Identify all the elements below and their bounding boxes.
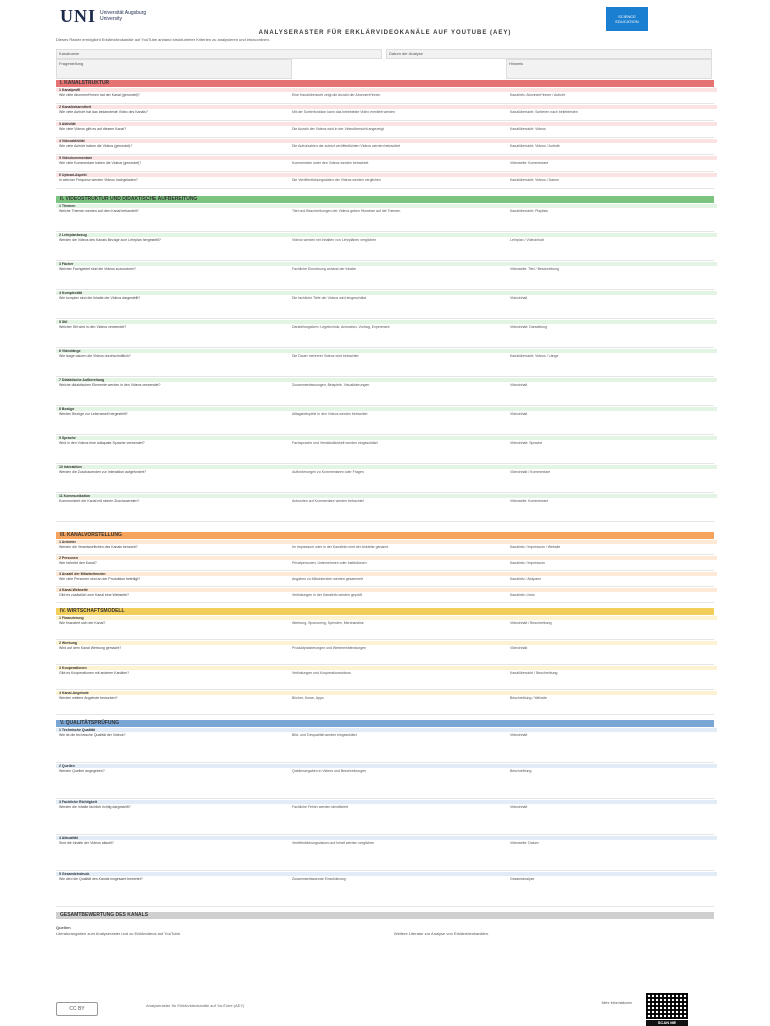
row-label: 1 Finanzierung [56,616,717,620]
row-source: Kanalinfo: Abonnent*innen / Aufrufe [510,93,566,97]
analysis-row [56,666,714,690]
analysis-row [56,540,714,555]
row-source: Videoinhalt: Sprache [510,441,543,445]
row-label: 6 Videolänge [56,349,717,353]
row-question: Wie lange dauern die Videos durchschnittlich? [59,354,131,358]
analysis-row [56,764,714,799]
row-label: 3 Fachliche Richtigkeit [56,800,717,804]
analysis-row [56,556,714,571]
row-question: Welcher Fachgebiet sind die Videos zuzuordnen? [59,267,136,271]
row-criteria: Fachliche Einordnung anhand der Inhalte [292,267,357,271]
row-label: 5 Videokommentare [56,156,717,160]
row-source: Videoseite: Kommentare [510,161,549,165]
scan-me-label: SCAN ME [646,1020,688,1026]
row-criteria: Produktplatzierungen und Werbeeinblendungen [292,646,367,650]
row-question: Gibt es Kooperationen mit anderen Kanälen? [59,671,130,675]
row-question: Wie viele Aufrufe hat das bekannteste Video des Kanals? [59,110,148,114]
row-source: Videoseite: Datum [510,841,539,845]
row-criteria: Fachsprache und Verständlichkeit werden eingeschätzt [292,441,378,445]
meta-fields [56,49,714,77]
row-criteria: Verlinkungen und Kooperationsvideos [292,671,351,675]
row-criteria: Zusammenfassende Einschätzung [292,877,346,881]
row-criteria: Aufforderungen zu Kommentaren oder Fragen [292,470,364,474]
header [0,0,770,30]
row-label: 1 Kanalprofil [56,88,717,92]
row-question: Wie viele Aufrufe haben die Videos (gerundet)? [59,144,133,148]
row-label: 3 Aktivität [56,122,717,126]
row-question: Werden Bezüge zur Lebenswelt hergestellt? [59,412,128,416]
row-source: Kanalübersicht / Beschreibung [510,671,558,675]
row-criteria: Kommentare unter den Videos werden betrachtet [292,161,369,165]
row-label: 1 Anbieter [56,540,717,544]
row-criteria: Quellenangaben in Videos und Beschreibungen [292,769,367,773]
row-question: Welcher Stil wird in den Videos verwendet? [59,325,127,329]
row-question: Wie finanziert sich der Kanal? [59,621,106,625]
analysis-row [56,349,714,377]
row-label: 6 Upload-Aspekt [56,173,717,177]
analysis-row [56,494,714,522]
row-label: 1 Technische Qualität [56,728,717,732]
row-question: Wie viele Kommentare haben die Videos (gerundet)? [59,161,142,165]
row-criteria: Bild- und Tonqualität werden eingeschätzt [292,733,357,737]
row-question: Wie viele Videos gibt es auf diesem Kanal? [59,127,127,131]
analysis-row [56,588,714,603]
row-question: Werden die Inhalte fachlich richtig dargestellt? [59,805,131,809]
row-source: Kanalinfo / Abspann [510,577,542,581]
analysis-row [56,262,714,290]
row-source: Videoinhalt [510,805,528,809]
row-label: 2 Personen [56,556,717,560]
row-criteria: Die Anzahl der Videos wird in der Videoübersicht angezeigt [292,127,384,131]
row-label: 5 Gesamteindruck [56,872,717,876]
analysis-row [56,233,714,261]
row-source: Lehrplan / Videoinhalt [510,238,544,242]
row-question: Sind die Inhalte der Videos aktuell? [59,841,114,845]
references [56,925,714,995]
analysis-row [56,407,714,435]
analysis-row [56,616,714,640]
row-criteria: Die Dauer mehrerer Videos wird betrachtet [292,354,359,358]
section-heading: V. QUALITÄTSPRÜFUNG [56,720,714,727]
row-question: Werden Quellen angegeben? [59,769,105,773]
university-logo-mark: UNI [60,5,97,26]
analysis-row [56,436,714,464]
row-criteria: Verlinkungen in der Kanalinfo werden geprüft [292,593,362,597]
summary-bar: GESAMTBEWERTUNG DES KANALS [56,912,714,919]
row-label: 4 Kanal-Webseite [56,588,717,592]
row-question: In welcher Frequenz werden Videos hochgeladen? [59,178,138,182]
analysis-row [56,836,714,871]
row-question: Wer betreibt den Kanal? [59,561,97,565]
row-source: Videoseite: Titel / Beschreibung [510,267,559,271]
license-badge: CC BY [56,1002,98,1016]
row-label: 3 Anzahl der Mitarbeitenden [56,572,717,576]
analysis-sheet [56,80,714,920]
analysis-row [56,122,714,138]
references-right: Weitere Literatur zur Analyse von Erklärvideokanälen. [394,931,490,936]
row-label: 10 Interaktion [56,465,717,469]
row-source: Videoinhalt [510,733,528,737]
analysis-row [56,320,714,348]
row-question: Werden die Verantwortlichen des Kanals benannt? [59,545,138,549]
row-source: Videoinhalt [510,296,528,300]
section-heading: II. VIDEOSTRUKTUR UND DIDAKTISCHE AUFBEREITUNG [56,196,714,203]
qr-note: Mehr Informationen [601,1001,632,1005]
analysis-row [56,378,714,406]
row-source: Kanalinfo / Impressum / Website [510,545,561,549]
row-source: Beschreibung [510,769,532,773]
row-source: Videoinhalt / Kommentare [510,470,551,474]
university-logo [60,6,168,26]
row-label: 4 Aktualität [56,836,717,840]
row-label: 4 Komplexität [56,291,717,295]
analysis-row [56,291,714,319]
analysis-row [56,800,714,835]
document-title: ANALYSERASTER FÜR ERKLÄRVIDEOKANÄLE AUF YOUTUBE (AEY) [258,30,512,36]
row-criteria: Eine Kanalübersicht zeigt die Anzahl der Abonnent*innen [292,93,381,97]
analysis-row [56,872,714,907]
row-question: Kommuniziert der Kanal mit seinen Zuschauenden? [59,499,140,503]
analysis-row [56,204,714,232]
row-question: Wird auf dem Kanal Werbung gemacht? [59,646,122,650]
footer-text: Analyseraster für Erklärvideokanäle auf YouTube (AEY) [146,1003,245,1008]
row-source: Kanalübersicht: Videos / Länge [510,354,559,358]
analysis-row [56,691,714,715]
analysis-row [56,572,714,587]
row-label: 2 Lehrplanbezug [56,233,717,237]
row-criteria: Angaben zu Mitwirkenden werden gesammelt [292,577,363,581]
footer [56,997,714,1025]
row-source: Videoinhalt: Darstellung [510,325,547,329]
analysis-row [56,156,714,172]
row-label: 4 Kanal-Angebote [56,691,717,695]
row-label: 5 Stil [56,320,717,324]
meta-field-2[interactable]: Datum der Analyse [386,49,712,59]
row-label: 9 Sprache [56,436,717,440]
meta-field-3[interactable]: Fragestellung [56,59,292,79]
row-label: 2 Kanalbekanntheit [56,105,717,109]
row-source: Videoseite: Kommentare [510,499,549,503]
row-criteria: Die fachliche Tiefe der Videos wird eingeschätzt [292,296,367,300]
row-source: Kanalübersicht: Playlists [510,209,548,213]
row-criteria: Veröffentlichungsdatum und Inhalt werden verglichen [292,841,375,845]
row-criteria: Die Aufrufzahlen der zuletzt veröffentlichten Videos werden betrachtet [292,144,401,148]
analysis-row [56,728,714,763]
row-label: 3 Fächer [56,262,717,266]
row-label: 8 Bezüge [56,407,717,411]
row-source: Beschreibung / Website [510,696,547,700]
row-label: 11 Kommunikation [56,494,717,498]
row-question: Wie ist die technische Qualität der Videos? [59,733,126,737]
row-criteria: Die Veröffentlichungsdaten der Videos werden verglichen [292,178,381,182]
row-criteria: Zusammenfassungen, Beispiele, Visualisierungen [292,383,370,387]
analysis-row [56,88,714,104]
row-question: Werden die Zuschauenden zur Interaktion aufgefordert? [59,470,146,474]
row-source: Kanalinfo / Impressum [510,561,545,565]
row-question: Wie wird die Qualität des Kanals insgesamt bewertet? [59,877,143,881]
row-source: Kanalübersicht: Videos [510,127,546,131]
row-question: Welche Themen werden auf dem Kanal behandelt? [59,209,139,213]
references-left: Literaturangaben zum Analyseraster und zu Erklärvideos auf YouTube. [56,931,182,936]
analysis-row [56,139,714,155]
partner-logo: SCIENCE EDUCATION [606,7,648,31]
row-source: Kanalübersicht: Videos / Datum [510,178,559,182]
row-criteria: Titel und Beschreibungen der Videos geben Hinweise auf die Themen [292,209,401,213]
row-source: Videoinhalt [510,383,528,387]
row-source: Kanalübersicht: Videos / Aufrufe [510,144,560,148]
row-label: 3 Kooperationen [56,666,717,670]
row-question: Wird in den Videos eine adäquate Sprache verwendet? [59,441,145,445]
university-logo-text: Universität Augsburg University [100,10,147,22]
section-heading: IV. WIRTSCHAFTSMODELL [56,608,714,615]
section-heading: I. KANALSTRUKTUR [56,80,714,87]
qr-code-icon[interactable] [646,993,688,1019]
row-question: Werden die Videos des Kanals Bezüge zum Lehrplan hergestellt? [59,238,161,242]
row-source: Kanalübersicht: Sortieren nach beliebtesten [510,110,578,114]
row-criteria: Darstellungsform: Legetechnik, Animation, Vortrag, Experiment [292,325,390,329]
row-question: Wie viele Abonnent*innen hat der Kanal (gerundet)? [59,93,140,97]
references-heading: Quellen [56,925,71,930]
intro-text: Dieses Raster ermöglicht Erklärvideokanäle auf YouTube anhand strukturierter Kriterien zu analysieren und einzuordnen. [56,37,270,42]
row-question: Gibt es zusätzlich zum Kanal eine Webseite? [59,593,129,597]
row-question: Wie komplex sind die Inhalte der Videos dargestellt? [59,296,141,300]
row-criteria: Videos werden mit Inhalten von Lehrplänen verglichen [292,238,377,242]
row-criteria: Mit der Sortierfunktion kann das beliebteste Video ermittelt werden [292,110,396,114]
row-source: Videoinhalt [510,646,528,650]
analysis-row [56,641,714,665]
row-criteria: Alltagsbeispiele in den Videos werden betrachtet [292,412,368,416]
row-criteria: Fachliche Fehler werden identifiziert [292,805,349,809]
row-label: 4 Videoaktivität [56,139,717,143]
row-label: 2 Werbung [56,641,717,645]
row-question: Welche didaktischen Elemente werden in den Videos verwendet? [59,383,161,387]
analysis-row [56,465,714,493]
row-label: 1 Themen [56,204,717,208]
row-source: Kanalinfo: Links [510,593,535,597]
meta-field-4[interactable]: Hinweis [506,59,712,79]
row-criteria: Bücher, Kurse, Apps [292,696,324,700]
row-source: Videoinhalt / Beschreibung [510,621,552,625]
row-label: 7 Didaktische Aufbereitung [56,378,717,382]
analysis-row [56,105,714,121]
analysis-row [56,173,714,189]
section-heading: III. KANALVORSTELLUNG [56,532,714,539]
row-source: Videoinhalt [510,412,528,416]
row-question: Werden weitere Angebote beworben? [59,696,118,700]
row-source: Gesamtanalyse [510,877,535,881]
row-criteria: Werbung, Sponsoring, Spenden, Merchandise [292,621,364,625]
row-criteria: Antworten auf Kommentare werden betrachtet [292,499,364,503]
row-criteria: Im Impressum oder in der Kanalinfo wird der Anbieter genannt [292,545,389,549]
row-label: 2 Quellen [56,764,717,768]
row-criteria: Privatpersonen, Unternehmen oder Institutionen [292,561,367,565]
meta-field-1[interactable]: Kanalname [56,49,382,59]
row-question: Wie viele Personen sind an der Produktion beteiligt? [59,577,141,581]
